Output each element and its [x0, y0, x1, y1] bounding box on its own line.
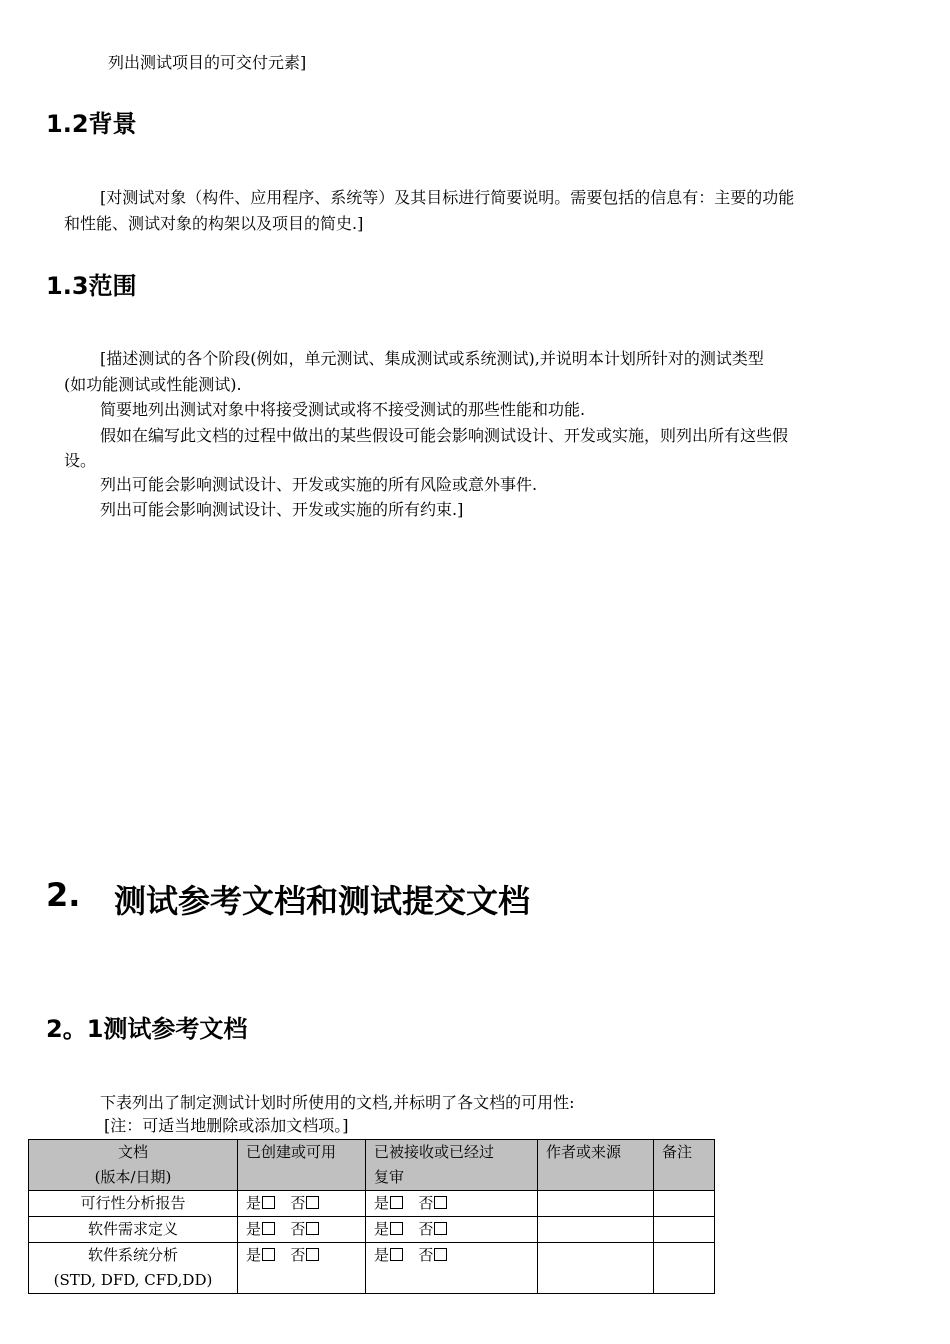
reference-docs-table — [28, 1139, 715, 1294]
section-1-3-heading: 1.3范围 — [46, 272, 137, 300]
header-reviewed-line2: 复审 — [374, 1168, 405, 1186]
header-document-line1: 文档 — [117, 1143, 148, 1161]
notes-cell — [654, 1191, 715, 1217]
doc-name: 软件需求定义 — [87, 1220, 178, 1238]
scope-line: 设。 — [64, 451, 97, 470]
scope-line: [描述测试的各个阶段(例如，单元测试、集成测试或系统测试),并说明本计划所针对的测试类型 — [100, 349, 764, 368]
section-2-1-note: [注：可适当地删除或添加文档项。] — [104, 1116, 349, 1135]
yes-checkbox[interactable] — [390, 1248, 403, 1261]
yes-label: 是 — [246, 1194, 262, 1212]
doc-name: 可行性分析报告 — [80, 1194, 186, 1212]
author-cell — [538, 1217, 654, 1243]
no-checkbox[interactable] — [434, 1196, 447, 1209]
yes-label: 是 — [374, 1194, 390, 1212]
no-checkbox[interactable] — [434, 1222, 447, 1235]
no-label: 否 — [418, 1246, 434, 1264]
yes-checkbox[interactable] — [390, 1196, 403, 1209]
section-2-1-heading: 2。1测试参考文档 — [46, 1015, 248, 1043]
header-notes: 备注 — [654, 1140, 715, 1191]
table-row — [29, 1191, 715, 1217]
yes-checkbox[interactable] — [390, 1222, 403, 1235]
doc-name-cell — [29, 1191, 238, 1217]
available-cell — [238, 1217, 366, 1243]
doc-name: 软件系统分析 — [87, 1246, 178, 1264]
section-2-1-intro: 下表列出了制定测试计划时所使用的文档,并标明了各文档的可用性: — [100, 1093, 575, 1112]
section-1-2-heading: 1.2背景 — [46, 110, 137, 138]
header-reviewed-line1: 已被接收或已经过 — [374, 1143, 495, 1161]
top-line: 列出测试项目的可交付元素] — [108, 53, 307, 72]
reviewed-cell — [366, 1191, 538, 1217]
no-checkbox[interactable] — [306, 1196, 319, 1209]
doc-version: (STD, DFD, CFD,DD) — [53, 1271, 213, 1289]
no-label: 否 — [418, 1220, 434, 1238]
scope-line: 列出可能会影响测试设计、开发或实施的所有风险或意外事件. — [100, 475, 538, 494]
section-2-number: 2. — [46, 876, 81, 914]
author-cell — [538, 1191, 654, 1217]
doc-name-cell — [29, 1243, 238, 1294]
table-row — [29, 1217, 715, 1243]
yes-label: 是 — [374, 1246, 390, 1264]
header-document-line2: (版本/日期) — [94, 1168, 172, 1186]
section-1-2-para-line1: [对测试对象（构件、应用程序、系统等）及其目标进行简要说明。需要包括的信息有：主要的功能 — [100, 188, 795, 207]
reviewed-cell — [366, 1243, 538, 1294]
no-label: 否 — [418, 1194, 434, 1212]
section-1-2-para-line2: 和性能、测试对象的构架以及项目的简史.] — [64, 214, 364, 233]
available-cell — [238, 1243, 366, 1294]
no-checkbox[interactable] — [306, 1222, 319, 1235]
available-cell — [238, 1191, 366, 1217]
table-header-row — [29, 1140, 715, 1191]
yes-checkbox[interactable] — [262, 1248, 275, 1261]
reviewed-cell — [366, 1217, 538, 1243]
header-author: 作者或来源 — [538, 1140, 654, 1191]
notes-cell — [654, 1243, 715, 1294]
yes-checkbox[interactable] — [262, 1222, 275, 1235]
scope-line: (如功能测试或性能测试). — [64, 375, 242, 394]
doc-name-cell — [29, 1217, 238, 1243]
no-label: 否 — [290, 1220, 306, 1238]
header-available: 已创建或可用 — [238, 1140, 366, 1191]
no-checkbox[interactable] — [434, 1248, 447, 1261]
section-2-title: 测试参考文档和测试提交文档 — [114, 882, 531, 920]
no-label: 否 — [290, 1194, 306, 1212]
notes-cell — [654, 1217, 715, 1243]
scope-line: 简要地列出测试对象中将接受测试或将不接受测试的那些性能和功能. — [100, 400, 586, 419]
no-checkbox[interactable] — [306, 1248, 319, 1261]
yes-checkbox[interactable] — [262, 1196, 275, 1209]
author-cell — [538, 1243, 654, 1294]
no-label: 否 — [290, 1246, 306, 1264]
header-document — [29, 1140, 238, 1191]
yes-label: 是 — [246, 1220, 262, 1238]
header-reviewed — [366, 1140, 538, 1191]
scope-line: 列出可能会影响测试设计、开发或实施的所有约束.] — [100, 500, 464, 519]
scope-line: 假如在编写此文档的过程中做出的某些假设可能会影响测试设计、开发或实施，则列出所有这些假 — [100, 426, 789, 445]
table-row — [29, 1243, 715, 1294]
yes-label: 是 — [374, 1220, 390, 1238]
yes-label: 是 — [246, 1246, 262, 1264]
